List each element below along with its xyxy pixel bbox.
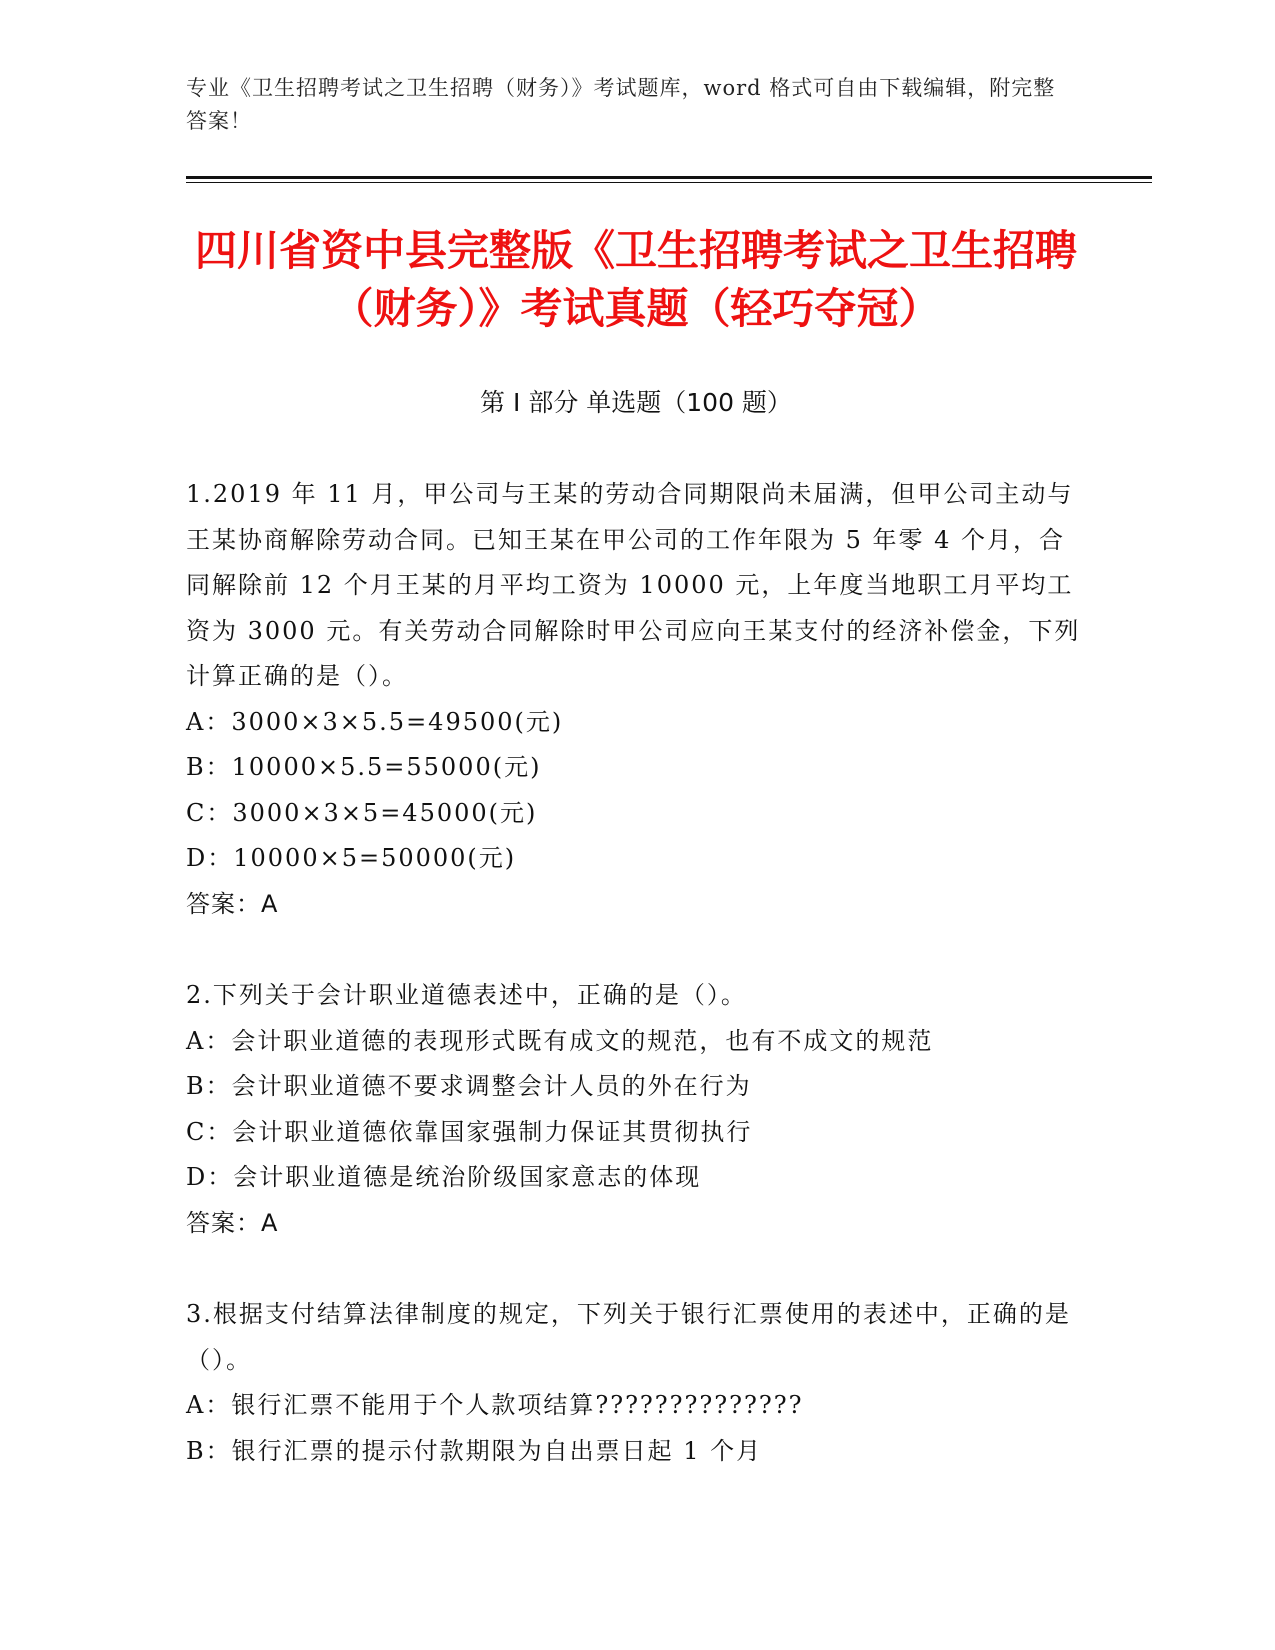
header-rule-thin <box>186 182 1152 183</box>
question-2 <box>186 973 1086 1246</box>
header-rule-thick <box>186 176 1152 179</box>
option-c: C：会计职业道德依靠国家强制力保证其贯彻执行 <box>186 1117 753 1146</box>
option-d: D：会计职业道德是统治阶级国家意志的体现 <box>186 1163 702 1191</box>
question-list <box>186 472 1086 1520</box>
question-3 <box>186 1292 1086 1474</box>
option-d: D：10000×5=50000(元) <box>186 844 517 872</box>
question-stem: 3.根据支付结算法律制度的规定，下列关于银行汇票使用的表述中，正确的是（）。 <box>186 1300 1071 1374</box>
option-b: B：银行汇票的提示付款期限为自出票日起 1 个月 <box>186 1436 763 1465</box>
option-c: C：3000×3×5=45000(元) <box>186 798 538 827</box>
header-note: 专业《卫生招聘考试之卫生招聘（财务）》考试题库，word 格式可自由下载编辑，附完整答案！ <box>186 76 1056 133</box>
answer: 答案：A <box>186 889 279 918</box>
option-a: A：3000×3×5.5=49500(元) <box>186 707 564 736</box>
option-a: A：会计职业道德的表现形式既有成文的规范，也有不成文的规范 <box>186 1026 934 1055</box>
option-b: B：会计职业道德不要求调整会计人员的外在行为 <box>186 1072 752 1100</box>
option-a: A：银行汇票不能用于个人款项结算?????????????? <box>186 1391 804 1419</box>
document-title: 四川省资中县完整版《卫生招聘考试之卫生招聘（财务）》考试真题（轻巧夺冠） <box>194 226 1077 333</box>
question-stem: 2.下列关于会计职业道德表述中，正确的是（）。 <box>186 981 747 1009</box>
question-1 <box>186 472 1086 927</box>
option-b: B：10000×5.5=55000(元) <box>186 753 542 781</box>
answer: 答案：A <box>186 1208 279 1237</box>
section-title: 第 I 部分 单选题（100 题） <box>480 388 792 417</box>
question-stem: 1.2019 年 11 月，甲公司与王某的劳动合同期限尚未届满，但甲公司主动与王某协商解除劳动合同。已知王某在甲公司的工作年限为 5 年零 4 个月，合同解除前 12 个月王某的月平均工资为 10000 元，上年度当地职工月平均工资为 3000 元。有关劳动合同解除时甲公司应向王某支付的经济补偿金，下列计算正确的是（）。 <box>186 480 1081 690</box>
